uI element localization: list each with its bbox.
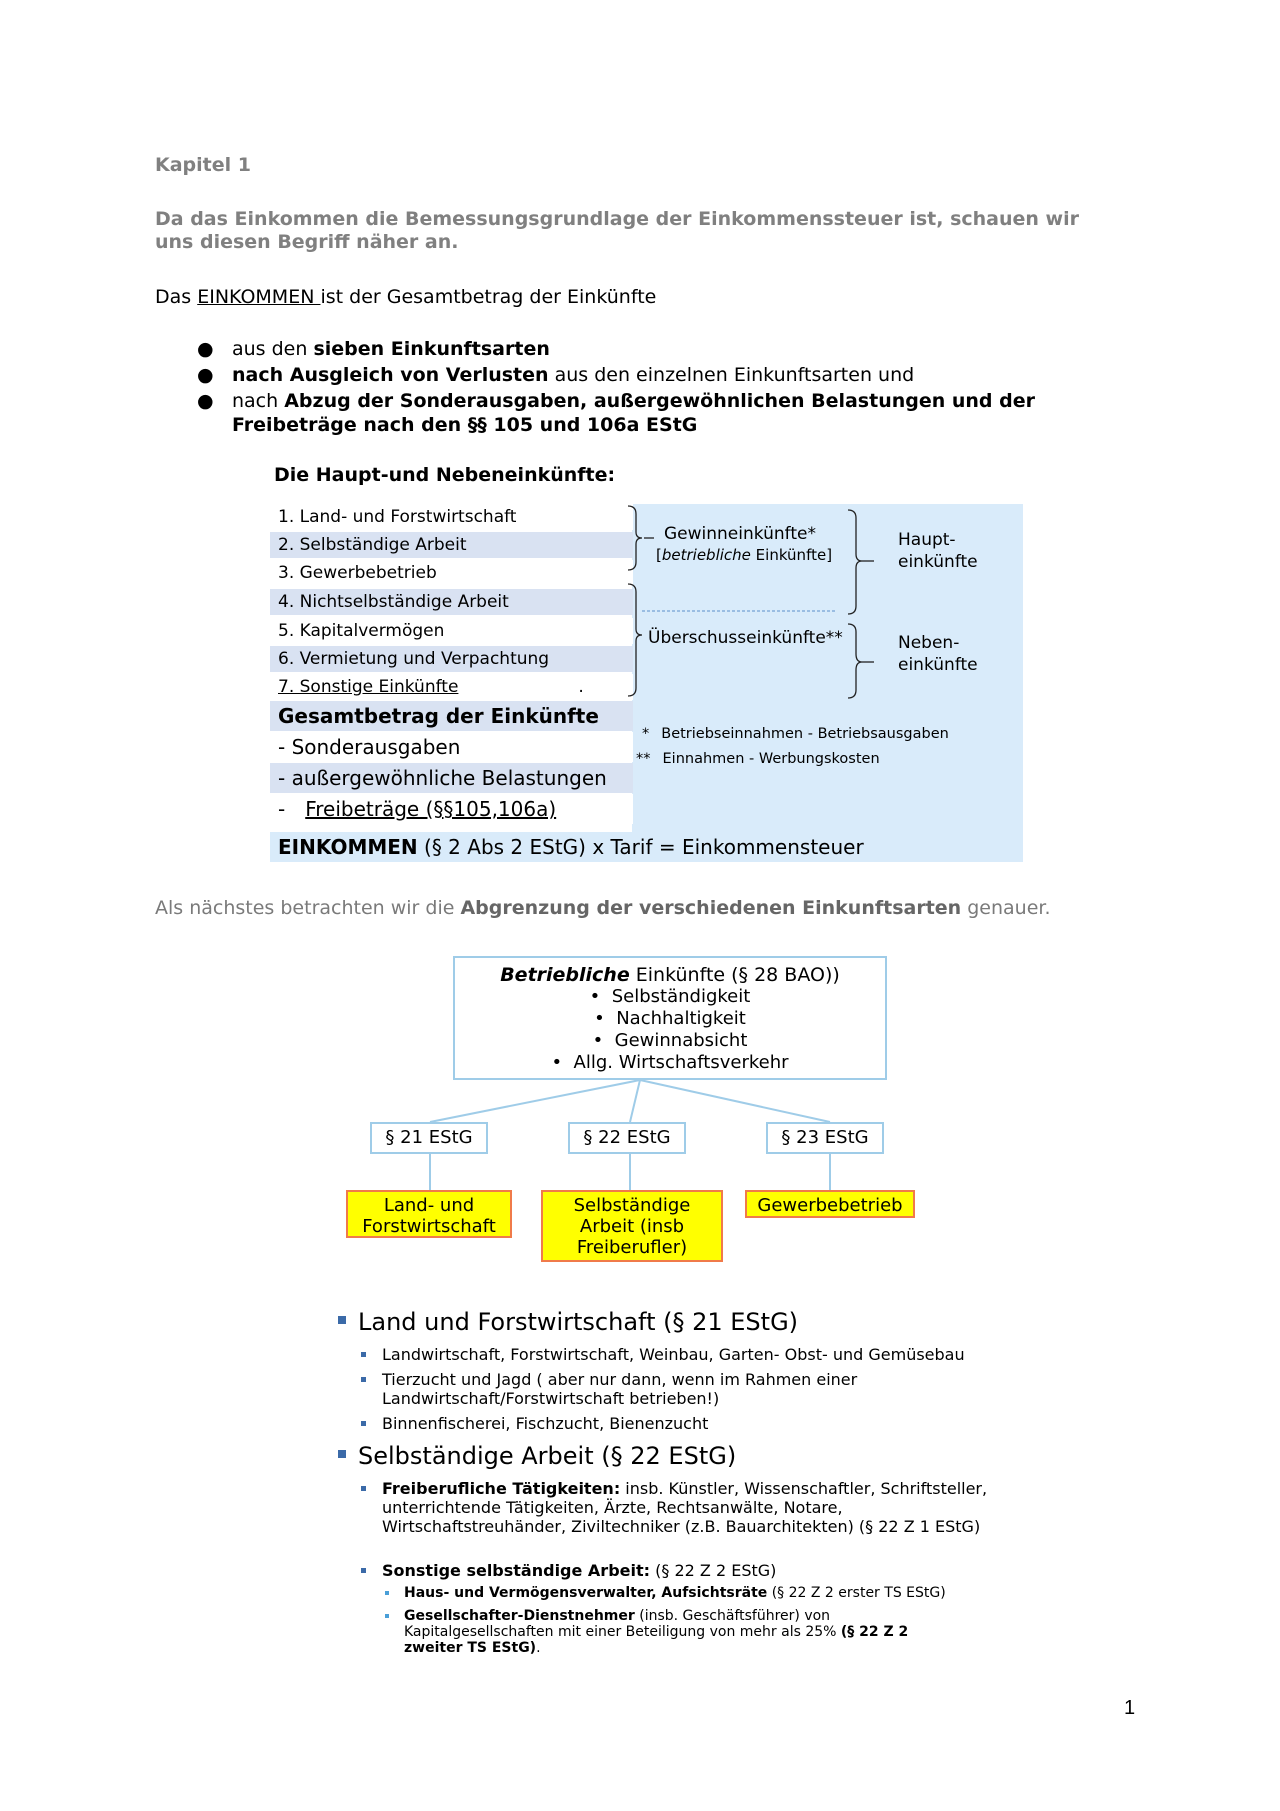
square-bullet-icon — [385, 1591, 389, 1595]
slide-heading-text: Selbständige Arbeit (§ 22 EStG) — [358, 1442, 737, 1470]
next-bold: Abgrenzung der verschiedenen Einkunftsarten — [460, 897, 962, 919]
definition-term: EINKOMMEN — [197, 286, 321, 308]
bullet-icon: ● — [197, 364, 214, 386]
slide-item — [382, 1370, 942, 1408]
footnote-mark: * — [642, 726, 650, 742]
slide-subitem-bold: Gesellschafter-Dienstnehmer — [404, 1608, 635, 1624]
paragraph-box: § 21 EStG — [370, 1122, 488, 1154]
deduction-row: - Sonderausgaben — [270, 732, 633, 762]
neben-label: Neben- — [898, 633, 960, 653]
footnote-text: Einnahmen - Werbungskosten — [662, 751, 880, 767]
slide-heading-selbstaendig — [338, 1442, 736, 1470]
slide-item-bold: Sonstige selbständige Arbeit: — [382, 1561, 651, 1580]
criterion-item: • Selbständigkeit — [589, 986, 751, 1007]
square-bullet-icon — [361, 1421, 366, 1426]
footnote-text: Betriebseinnahmen - Betriebsausgaben — [661, 726, 949, 742]
bullet-text: aus den einzelnen Einkunftsarten und — [548, 364, 915, 386]
slide-heading-land-forst — [338, 1308, 798, 1336]
definition-rest: ist der Gesamtbetrag der Einkünfte — [320, 286, 657, 308]
freibetraege-label: Freibeträge (§§105,106a) — [305, 797, 557, 821]
slide-item — [382, 1345, 1022, 1364]
criterion-item: • Nachhaltigkeit — [594, 1008, 746, 1029]
ueberschuss-label: Überschusseinkünfte** — [648, 628, 843, 648]
bullet-text: nach — [232, 390, 285, 412]
gewinn-sub-italic: betriebliche — [661, 546, 751, 564]
bullet-bold: Abzug der Sonderausgaben, außergewöhnlichen Belastungen und der Freibeträge nach den §§ 105 und 106a EStG — [232, 390, 1035, 436]
square-bullet-icon — [338, 1450, 346, 1458]
criterion-text: Gewinnabsicht — [614, 1030, 748, 1051]
gesamtbetrag-row: Gesamtbetrag der Einkünfte — [270, 701, 633, 731]
income-type-row: 6. Vermietung und Verpachtung — [270, 646, 633, 672]
square-bullet-icon — [361, 1486, 366, 1491]
box-line: Forstwirtschaft — [362, 1216, 496, 1237]
criterion-text: Nachhaltigkeit — [616, 1008, 746, 1029]
slide-subitem-text: (§ 22 Z 2 erster TS EStG) — [767, 1585, 946, 1601]
dash: - — [278, 797, 286, 821]
box-line: Land- und — [383, 1195, 475, 1216]
einkommen-bold: EINKOMMEN — [278, 835, 418, 859]
square-bullet-icon — [361, 1352, 366, 1357]
slide-item-text: Tierzucht und Jagd ( aber nur dann, wenn im Rahmen einer Landwirtschaft/Forstwirtschaft betrieben!) — [382, 1370, 858, 1408]
square-bullet-icon — [385, 1614, 389, 1618]
square-bullet-icon — [361, 1568, 366, 1573]
income-type-row: 3. Gewerbebetrieb — [270, 560, 633, 586]
box-title-rest: Einkünfte (§ 28 BAO)) — [629, 964, 840, 986]
slide-item-text: Binnenfischerei, Fischzucht, Bienenzucht — [382, 1414, 709, 1433]
income-type-box — [346, 1190, 512, 1238]
income-type-row: 2. Selbständige Arbeit — [270, 532, 633, 558]
definition-prefix: Das — [155, 286, 198, 308]
box-line: Arbeit (insb — [579, 1216, 685, 1237]
slide-subitem-bold: Haus- und Vermögensverwalter, Aufsichtsräte — [404, 1585, 768, 1601]
bullet-bold: sieben Einkunftsarten — [313, 338, 550, 360]
bullet-text: aus den — [232, 338, 314, 360]
haupt-label: Haupt- — [898, 530, 956, 550]
betriebliche-einkuenfte-box — [453, 956, 887, 1080]
intro-paragraph: Da das Einkommen die Bemessungsgrundlage der Einkommenssteuer ist, schauen wir uns diesen Begriff näher an. — [155, 208, 1079, 253]
box-line: Freiberufler) — [576, 1237, 688, 1258]
haupt-label-2: einkünfte — [898, 552, 978, 572]
connector-line — [430, 1080, 640, 1122]
slide-subitem — [404, 1585, 1014, 1601]
slide-subitem-bold: (§ 22 Z 2 zweiter TS EStG) — [404, 1624, 909, 1656]
gewinn-sub-rest: Einkünfte] — [750, 546, 833, 564]
slide-item — [382, 1414, 1022, 1433]
income-type-box — [745, 1190, 915, 1218]
slide-item-text: Landwirtschaft, Forstwirtschaft, Weinbau, Garten- Obst- und Gemüsebau — [382, 1345, 965, 1364]
box-line: Selbständige — [573, 1195, 691, 1216]
slide-item-bold: Freiberufliche Tätigkeiten: — [382, 1479, 621, 1498]
income-type-row: 1. Land- und Forstwirtschaft — [270, 504, 633, 530]
footnote-mark: ** — [636, 751, 651, 767]
page-number: 1 — [1124, 1697, 1136, 1719]
box-title-italic: Betriebliche — [500, 964, 630, 986]
bullet-icon: ● — [197, 338, 214, 360]
income-type-box — [541, 1190, 723, 1262]
box-title — [455, 964, 885, 986]
bullet-icon: ● — [197, 390, 214, 412]
next-post: genauer. — [961, 897, 1051, 919]
slide-item-text: (§ 22 Z 2 EStG) — [650, 1561, 777, 1580]
slide-subitem — [404, 1608, 964, 1656]
figure-title: Die Haupt-und Nebeneinkünfte: — [274, 464, 616, 486]
criterion-item: • Allg. Wirtschaftsverkehr — [551, 1052, 789, 1073]
income-type-row: 5. Kapitalvermögen — [270, 618, 633, 644]
square-bullet-icon — [338, 1316, 346, 1324]
bracket-open: [ — [656, 546, 662, 564]
chapter-heading: Kapitel 1 — [155, 154, 251, 176]
gewinn-label: Gewinneinkünfte* — [664, 524, 816, 544]
criterion-text: Selbständigkeit — [611, 986, 751, 1007]
income-type-label: 7. Sonstige Einkünfte — [278, 677, 459, 697]
paragraph-box: § 22 EStG — [568, 1122, 686, 1154]
connector-line — [630, 1080, 640, 1122]
paragraph-box: § 23 EStG — [766, 1122, 884, 1154]
slide-item-text: insb. Künstler, Wissenschaftler, Schriftsteller, unterrichtende Tätigkeiten, Ärzte, Rechtsanwälte, Notare, Wirtschaftstreuhänder, Ziviltechniker (z.B. Bauarchitekten) (§ 22 Z 1 EStG) — [382, 1479, 988, 1536]
slide-item — [382, 1561, 1022, 1580]
slide-subitem-text: (insb. Geschäftsführer) von Kapitalgesellschaften mit einer Beteiligung von mehr als 25% — [404, 1608, 841, 1640]
slide-heading-text: Land und Forstwirtschaft (§ 21 EStG) — [358, 1308, 799, 1336]
slide-item — [382, 1479, 1002, 1536]
einkommen-formula: (§ 2 Abs 2 EStG) x Tarif = Einkommensteuer — [417, 835, 864, 859]
income-type-row: 4. Nichtselbständige Arbeit — [270, 589, 633, 615]
box-line: Gewerbebetrieb — [757, 1195, 903, 1216]
slide-subitem-text: . — [536, 1640, 541, 1656]
connector-line — [640, 1080, 830, 1122]
criterion-item: • Gewinnabsicht — [592, 1030, 748, 1051]
bullet-bold: nach Ausgleich von Verlusten — [232, 364, 549, 386]
next-pre: Als nächstes betrachten wir die — [155, 897, 461, 919]
deduction-row: - außergewöhnliche Belastungen — [270, 763, 633, 793]
criterion-text: Allg. Wirtschaftsverkehr — [573, 1052, 789, 1073]
square-bullet-icon — [361, 1377, 366, 1382]
neben-label-2: einkünfte — [898, 655, 978, 675]
row-trail: . — [578, 677, 584, 697]
